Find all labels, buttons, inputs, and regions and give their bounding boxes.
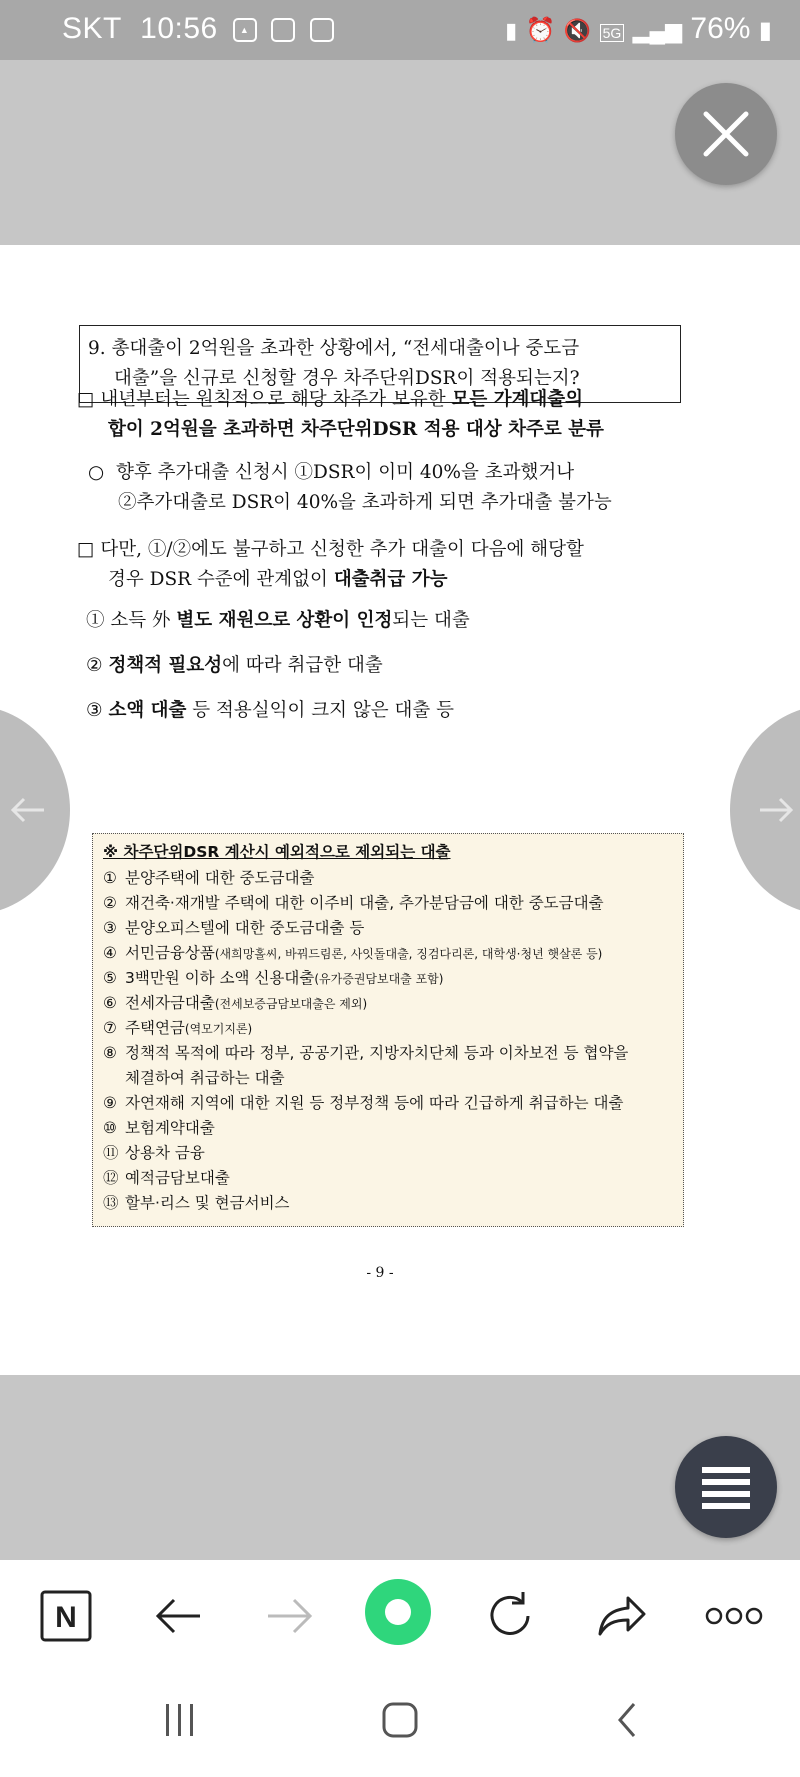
system-navigation-bar — [0, 1670, 800, 1777]
back-arrow-icon — [150, 1588, 206, 1644]
home-button[interactable] — [380, 1700, 420, 1744]
arrow-right-icon — [758, 795, 794, 825]
battery-percent: 76% — [690, 12, 751, 45]
status-right — [505, 12, 772, 46]
item-number: ⑩ — [103, 1119, 117, 1137]
item-note: (역모기지론) — [184, 1022, 253, 1036]
refresh-icon — [482, 1588, 538, 1644]
item-number: ⑥ — [103, 994, 117, 1012]
hamburger-icon — [700, 1461, 752, 1513]
share-button[interactable] — [594, 1588, 650, 1644]
menu-button[interactable] — [675, 1436, 777, 1538]
exception-item — [103, 1116, 215, 1138]
naver-logo-icon — [38, 1588, 94, 1644]
paragraph-3 — [77, 535, 584, 565]
item-number: ④ — [103, 944, 117, 962]
case-text-bold: 정책적 필요성 — [108, 655, 223, 676]
recent-apps-button[interactable] — [160, 1700, 200, 1744]
exception-item — [103, 1091, 623, 1113]
status-bar — [0, 0, 800, 60]
item-note: (유가증권담보대출 포함) — [314, 972, 444, 986]
status-left — [62, 12, 334, 46]
browser-toolbar — [0, 1560, 800, 1670]
exception-item — [103, 916, 364, 938]
case-text: 소득 外 — [110, 610, 177, 631]
case-text: 되는 대출 — [392, 610, 470, 631]
item-number: ⑪ — [103, 1144, 119, 1162]
item-number: ⑦ — [103, 1019, 117, 1037]
item-number: ⑤ — [103, 969, 117, 987]
more-icon — [704, 1588, 764, 1644]
exceptions-box — [92, 833, 684, 1227]
battery-icon: ▮ — [758, 17, 772, 44]
recent-apps-icon — [160, 1700, 200, 1740]
exception-item — [103, 891, 604, 913]
item-note: (전세보증금담보대출은 제외) — [214, 997, 368, 1011]
square-bullet: □ — [77, 389, 95, 410]
home-icon — [380, 1700, 420, 1740]
carrier: SKT — [62, 12, 122, 45]
page-number: - 9 - — [366, 1265, 394, 1281]
exception-item — [103, 1016, 252, 1038]
exception-item — [103, 1041, 628, 1063]
item-number: ⑬ — [103, 1194, 119, 1212]
item-text: 주택연금 — [125, 1019, 185, 1037]
app-notification-icon — [271, 18, 295, 42]
para3-line2: 경우 DSR 수준에 관계없이 — [108, 569, 334, 590]
item-text: 3백만원 이하 소액 신용대출 — [125, 969, 315, 987]
mute-icon: 🔇 — [563, 18, 592, 43]
case-text: 에 따라 취급한 대출 — [222, 655, 383, 676]
item-number: ⑧ — [103, 1044, 117, 1062]
paragraph-1 — [77, 385, 583, 415]
share-icon — [594, 1588, 650, 1644]
item-number: ⑨ — [103, 1094, 117, 1112]
item-text: 정책적 목적에 따라 정부, 공공기관, 지방자치단체 등과 이차보전 등 협약을 — [125, 1044, 629, 1062]
exception-item — [103, 1191, 290, 1213]
forward-button[interactable] — [262, 1588, 318, 1644]
exception-item — [103, 941, 602, 963]
naver-letter: N — [55, 1601, 77, 1634]
para3-line2-bold: 대출취급 가능 — [333, 569, 448, 590]
case-text-bold: 소액 대출 — [108, 700, 187, 721]
green-dot-button[interactable] — [364, 1578, 432, 1646]
paragraph-3-line-2 — [108, 565, 447, 595]
circle-bullet: ○ — [88, 462, 105, 483]
item-text: 자연재해 지역에 대한 지원 등 정부정책 등에 따라 긴급하게 취급하는 대출 — [125, 1094, 624, 1112]
item-text: 보험계약대출 — [125, 1119, 215, 1137]
refresh-button[interactable] — [482, 1588, 538, 1644]
network-label: 5G — [600, 24, 625, 42]
case-item — [86, 651, 383, 681]
exception-item — [103, 1166, 230, 1188]
paragraph-2 — [88, 458, 574, 488]
para2-line1: 향후 추가대출 신청시 ①DSR이 이미 40%을 초과했거나 — [116, 462, 575, 483]
system-back-button[interactable] — [608, 1700, 648, 1744]
gallery-icon: ▲ — [233, 18, 257, 42]
item-note: (새희망홀씨, 바꿔드림론, 사잇돌대출, 징검다리론, 대학생·청년 햇살론 등) — [214, 947, 603, 961]
case-number: ① — [86, 610, 105, 631]
item-number: ② — [103, 894, 117, 912]
naver-home-button[interactable] — [38, 1588, 94, 1644]
para1-line1-bold: 모든 가계대출의 — [451, 389, 584, 410]
alarm-icon: ⏰ — [525, 17, 556, 44]
para1-line1: 내년부터는 원칙적으로 해당 차주가 보유한 — [100, 389, 452, 410]
para1-line2: 합이 2억원을 초과하면 차주단위DSR 적용 대상 차주로 분류 — [108, 419, 604, 440]
chevron-left-icon — [608, 1700, 648, 1740]
battery-saver-icon: ▮ — [505, 18, 518, 43]
app-notification-icon — [310, 18, 334, 42]
case-text-bold: 별도 재원으로 상환이 인정 — [176, 610, 393, 631]
green-dot-icon — [364, 1578, 432, 1646]
item-text: 체결하여 취급하는 대출 — [125, 1069, 285, 1087]
item-text: 재건축·재개발 주택에 대한 이주비 대출, 추가분담금에 대한 중도금대출 — [125, 894, 604, 912]
item-text: 할부·리스 및 현금서비스 — [125, 1194, 290, 1212]
item-text: 분양주택에 대한 중도금대출 — [125, 869, 315, 887]
case-item — [86, 606, 470, 636]
case-number: ② — [86, 655, 103, 676]
item-number: ③ — [103, 919, 117, 937]
exceptions-title: ※ 차주단위DSR 계산시 예외적으로 제외되는 대출 — [103, 843, 451, 861]
arrow-left-icon — [10, 795, 46, 825]
exception-item — [103, 991, 367, 1013]
clock: 10:56 — [140, 12, 218, 45]
exception-item — [103, 966, 443, 988]
item-text: 상용차 금융 — [125, 1144, 205, 1162]
question-line-1: 9. 총대출이 2억원을 초과한 상황에서, “전세대출이나 중도금 — [88, 338, 580, 359]
case-number: ③ — [86, 700, 103, 721]
item-text: 예적금담보대출 — [125, 1169, 230, 1187]
document-page — [0, 245, 800, 1375]
signal-icon: ▂▄▆ — [632, 18, 683, 43]
para2-line2: ②추가대출로 DSR이 40%을 초과하게 되면 추가대출 불가능 — [118, 492, 612, 513]
item-number: ① — [103, 869, 117, 887]
exception-item — [103, 866, 315, 888]
more-button[interactable] — [704, 1588, 764, 1644]
item-text: 전세자금대출 — [125, 994, 215, 1012]
case-item — [86, 696, 454, 726]
item-text: 서민금융상품 — [125, 944, 215, 962]
question-line-2: 대출”을 신규로 신청할 경우 차주단위DSR이 적용되는지? — [114, 368, 580, 389]
forward-arrow-icon — [262, 1588, 318, 1644]
square-bullet: □ — [77, 539, 95, 560]
item-text: 분양오피스텔에 대한 중도금대출 등 — [125, 919, 365, 937]
exception-item — [103, 1066, 285, 1088]
close-icon — [700, 108, 752, 160]
close-viewer-button[interactable] — [675, 83, 777, 185]
paragraph-1-line-2 — [108, 415, 604, 445]
para3-line1: 다만, ①/②에도 불구하고 신청한 추가 대출이 다음에 해당할 — [100, 539, 584, 560]
paragraph-2-line-2 — [118, 488, 612, 518]
case-text: 등 적용실익이 크지 않은 대출 등 — [186, 700, 455, 721]
item-number: ⑫ — [103, 1169, 119, 1187]
back-button[interactable] — [150, 1588, 206, 1644]
exception-item — [103, 1141, 205, 1163]
